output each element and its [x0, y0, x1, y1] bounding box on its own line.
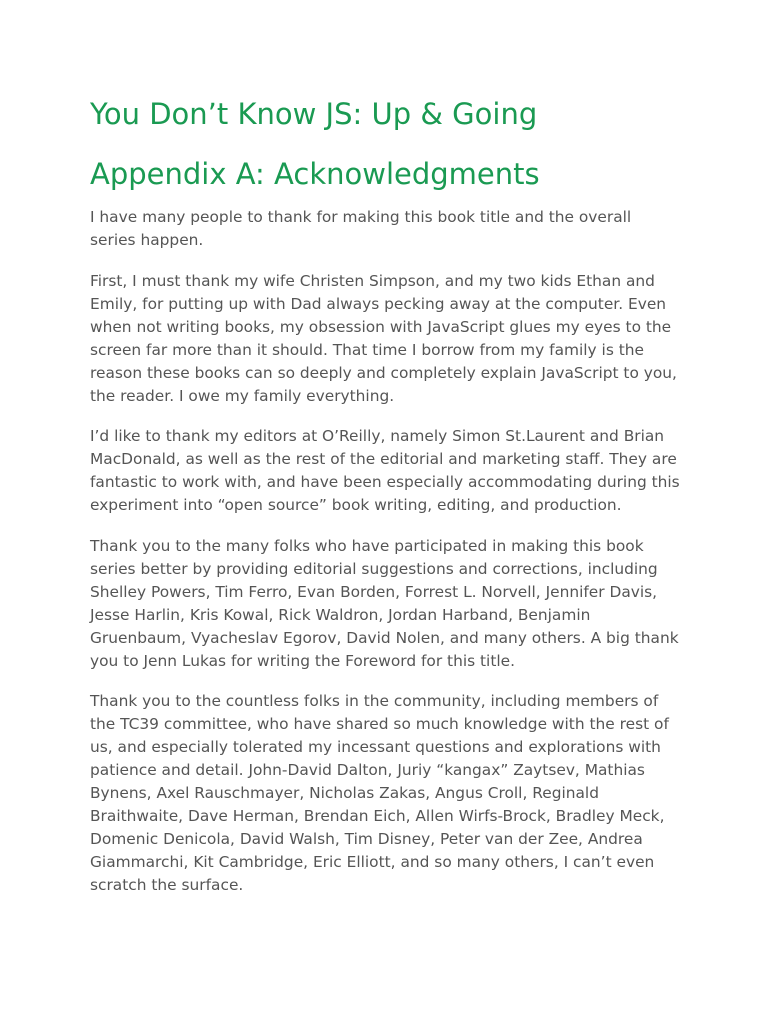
body-text	[90, 206, 680, 897]
chapter-title: Appendix A: Acknowledgments	[90, 157, 540, 191]
paragraph: First, I must thank my wife Christen Simpson, and my two kids Ethan and Emily, for putting up with Dad always pecking away at the computer. Even when not writing books, my obsession with JavaScript glues my eyes to the screen far more than it should. That time I borrow from my family is the reason these books can so deeply and completely explain JavaScript to you, the reader. I owe my family everything.	[90, 271, 677, 405]
book-title: You Don’t Know JS: Up & Going	[90, 97, 538, 131]
paragraph: I’d like to thank my editors at O’Reilly, namely Simon St.Laurent and Brian MacDonald, as well as the rest of the editorial and marketing staff. They are fantastic to work with, and have been especially accommodating during this experiment into “open source” book writing, editing, and production.	[90, 427, 680, 514]
paragraph: Thank you to the countless folks in the community, including members of the TC39 committee, who have shared so much knowledge with the rest of us, and especially tolerated my incessant questions and explorations with patience and detail. John-David Dalton, Juriy “kangax” Zaytsev, Mathias Bynens, Axel Rauschmayer, Nicholas Zakas, Angus Croll, Reginald Braithwaite, Dave Herman, Brendan Eich, Allen Wirfs-Brock, Bradley Meck, Domenic Denicola, David Walsh, Tim Disney, Peter van der Zee, Andrea Giammarchi, Kit Cambridge, Eric Elliott, and so many others, I can’t even scratch the surface.	[90, 692, 669, 894]
paragraph: Thank you to the many folks who have participated in making this book series better by providing editorial suggestions and corrections, including Shelley Powers, Tim Ferro, Evan Borden, Forrest L. Norvell, Jennifer Davis, Jesse Harlin, Kris Kowal, Rick Waldron, Jordan Harband, Benjamin Gruenbaum, Vyacheslav Egorov, David Nolen, and many others. A big thank you to Jenn Lukas for writing the Foreword for this title.	[90, 536, 679, 670]
document-page	[90, 94, 680, 915]
paragraph: I have many people to thank for making this book title and the overall series happen.	[90, 208, 632, 249]
